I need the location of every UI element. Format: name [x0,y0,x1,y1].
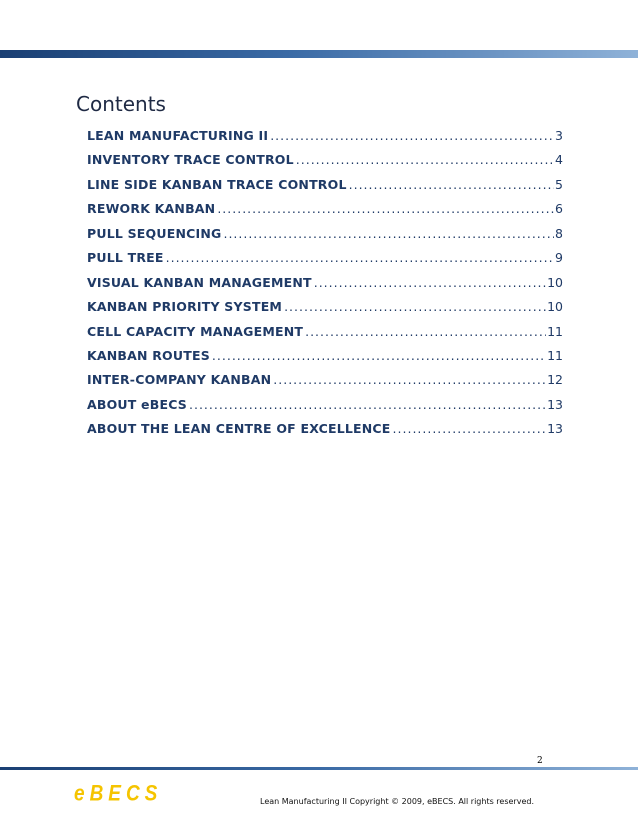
toc-entry[interactable] [87,348,563,372]
toc-entry-label: KANBAN PRIORITY SYSTEM [87,299,283,315]
toc-leader-dots [212,348,546,363]
toc-entry-page: 6 [555,201,563,217]
toc-entry-page: 9 [555,250,563,266]
toc-entry-label: REWORK KANBAN [87,201,216,217]
toc-leader-dots [314,275,546,290]
toc-entry[interactable] [87,177,563,201]
toc-title: Contents [76,92,166,116]
toc-entry[interactable] [87,128,563,152]
toc-entry-page: 12 [547,372,563,388]
toc-entry-label: KANBAN ROUTES [87,347,210,363]
toc-entry-page: 11 [547,347,563,363]
toc-entry-label: VISUAL KANBAN MANAGEMENT [87,274,312,290]
footer-rule [0,767,638,770]
toc-leader-dots [393,421,547,436]
toc-entry[interactable] [87,201,563,225]
toc-entry-page: 8 [555,225,563,241]
toc-entry-page: 13 [547,396,563,412]
toc-entry-page: 3 [555,128,563,143]
toc-entry-page: 5 [555,176,563,192]
toc-entry-page: 10 [547,274,563,290]
header-rule [0,50,638,58]
toc-leader-dots [270,128,554,143]
toc-entry-label: LEAN MANUFACTURING II [87,128,269,143]
toc-entry-page: 13 [547,421,563,437]
footer-copyright: Lean Manufacturing II Copyright © 2009, eBECS. All rights reserved. [260,797,534,806]
toc-leader-dots [273,372,546,387]
toc-entry[interactable] [87,324,563,348]
toc-leader-dots [305,324,546,339]
toc-entry[interactable] [87,226,563,250]
toc-entry[interactable] [87,372,563,396]
toc-entry[interactable] [87,275,563,299]
page-number: 2 [537,756,543,766]
toc-entry-label: INVENTORY TRACE CONTROL [87,152,294,168]
toc-entry-label: ABOUT THE LEAN CENTRE OF EXCELLENCE [87,421,391,437]
toc-leader-dots [189,397,546,412]
toc-leader-dots [349,177,554,192]
toc-leader-dots [284,299,546,314]
toc-entry-label: ABOUT eBECS [87,396,188,412]
toc-leader-dots [296,152,554,167]
toc-entry-page: 4 [555,152,563,168]
toc-entry[interactable] [87,250,563,274]
toc-entry-page: 11 [547,323,563,339]
toc-leader-dots [217,201,554,216]
toc-leader-dots [223,226,554,241]
toc-entry[interactable] [87,299,563,323]
toc-entry-label: PULL TREE [87,250,164,266]
toc-entry-label: INTER-COMPANY KANBAN [87,372,272,388]
toc-entry-label: CELL CAPACITY MANAGEMENT [87,323,304,339]
toc-entry[interactable] [87,152,563,176]
toc-entry[interactable] [87,397,563,421]
table-of-contents [87,128,563,446]
toc-entry[interactable] [87,421,563,445]
ebecs-logo: eBECS [74,782,163,807]
toc-entry-label: LINE SIDE KANBAN TRACE CONTROL [87,176,347,192]
toc-entry-label: PULL SEQUENCING [87,225,222,241]
toc-entry-page: 10 [547,299,563,315]
toc-leader-dots [166,250,554,265]
